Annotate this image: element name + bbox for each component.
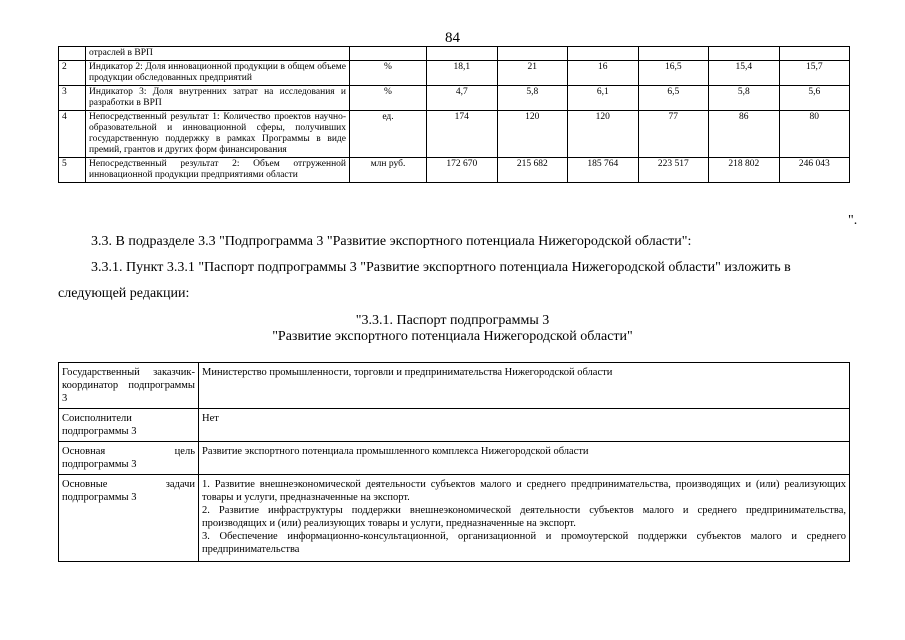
value-cell: 172 670 xyxy=(427,158,498,183)
paragraph-continuation: следующей редакции: xyxy=(58,286,190,301)
passport-key-cell: Основные задачи подпрограммы 3 xyxy=(59,475,199,562)
paragraph-item-3-3-1: 3.3.1. Пункт 3.3.1 "Паспорт подпрограммы 3 "Развитие экспортного потенциала Нижегородской области" изложить в xyxy=(91,260,791,275)
page-number: 84 xyxy=(445,30,460,46)
table-row xyxy=(59,363,850,409)
passport-key-cell: Соисполнители подпрограммы 3 xyxy=(59,409,199,442)
value-cell: 215 682 xyxy=(497,158,568,183)
value-cell: 120 xyxy=(568,111,639,158)
value-cell: 80 xyxy=(779,111,850,158)
unit-cell xyxy=(350,47,427,61)
value-cell: 5,8 xyxy=(497,86,568,111)
indicators-table xyxy=(58,46,850,183)
task-item: 3. Обеспечение информационно-консультационной, организационной и промоутерской поддержки субъектов малого и среднего предпринимательства xyxy=(202,531,846,555)
passport-tasks-cell xyxy=(199,475,850,562)
row-number-cell: 3 xyxy=(59,86,86,111)
indicators-table-body xyxy=(59,47,850,183)
value-cell: 86 xyxy=(709,111,780,158)
closing-quote: ". xyxy=(848,213,858,228)
task-item: 2. Развитие инфраструктуры поддержки внешнеэкономической деятельности субъектов малого и среднего предпринимательства, производящих и (или) реализующих товары и услуги, предназначенные на экспорт. xyxy=(202,505,846,529)
value-cell xyxy=(709,47,780,61)
value-cell: 185 764 xyxy=(568,158,639,183)
passport-value-cell: Министерство промышленности, торговли и предпринимательства Нижегородской области xyxy=(199,363,850,409)
value-cell: 120 xyxy=(497,111,568,158)
row-number-cell: 4 xyxy=(59,111,86,158)
passport-table-body xyxy=(59,363,850,562)
table-row xyxy=(59,111,850,158)
table-row xyxy=(59,86,850,111)
value-cell: 223 517 xyxy=(638,158,709,183)
passport-value-cell: Развитие экспортного потенциала промышленного комплекса Нижегородской области xyxy=(199,442,850,475)
row-number-cell xyxy=(59,47,86,61)
value-cell: 15,7 xyxy=(779,61,850,86)
unit-cell: млн руб. xyxy=(350,158,427,183)
value-cell: 6,5 xyxy=(638,86,709,111)
value-cell: 6,1 xyxy=(568,86,639,111)
value-cell: 174 xyxy=(427,111,498,158)
task-item: 1. Развитие внешнеэкономической деятельности субъектов малого и среднего предпринимательства, производящих и (или) реализующих товары и услуги, предназначенные на экспорт. xyxy=(202,479,846,503)
table-row xyxy=(59,61,850,86)
value-cell: 246 043 xyxy=(779,158,850,183)
value-cell: 16 xyxy=(568,61,639,86)
value-cell: 77 xyxy=(638,111,709,158)
value-cell: 16,5 xyxy=(638,61,709,86)
table-row xyxy=(59,442,850,475)
indicator-name-cell: Непосредственный результат 1: Количество проектов научно-образовательной и инновационной сферы, получивших государственную поддержку в рамках Программы в виде премий, грантов и других форм финансирования xyxy=(86,111,350,158)
paragraph-subsection-3-3: 3.3. В подразделе 3.3 "Подпрограмма 3 "Развитие экспортного потенциала Нижегородской области": xyxy=(91,234,692,249)
value-cell: 18,1 xyxy=(427,61,498,86)
value-cell xyxy=(779,47,850,61)
unit-cell: % xyxy=(350,86,427,111)
value-cell xyxy=(427,47,498,61)
value-cell xyxy=(497,47,568,61)
passport-value-cell: Нет xyxy=(199,409,850,442)
value-cell: 21 xyxy=(497,61,568,86)
table-row xyxy=(59,409,850,442)
passport-title-line1: "3.3.1. Паспорт подпрограммы 3 xyxy=(355,313,550,328)
indicator-name-cell: отраслей в ВРП xyxy=(86,47,350,61)
table-row xyxy=(59,158,850,183)
value-cell: 5,6 xyxy=(779,86,850,111)
indicator-name-cell: Непосредственный результат 2: Объем отгруженной инновационной продукции предприятиями области xyxy=(86,158,350,183)
table-row xyxy=(59,47,850,61)
passport-key-cell: Государственный заказчик-координатор подпрограммы 3 xyxy=(59,363,199,409)
unit-cell: ед. xyxy=(350,111,427,158)
value-cell: 4,7 xyxy=(427,86,498,111)
value-cell: 5,8 xyxy=(709,86,780,111)
tasks-list xyxy=(202,478,846,558)
row-number-cell: 2 xyxy=(59,61,86,86)
unit-cell: % xyxy=(350,61,427,86)
indicator-name-cell: Индикатор 3: Доля внутренних затрат на исследования и разработки в ВРП xyxy=(86,86,350,111)
indicator-name-cell: Индикатор 2: Доля инновационной продукции в общем объеме продукции обследованных предприятий xyxy=(86,61,350,86)
value-cell xyxy=(568,47,639,61)
value-cell xyxy=(638,47,709,61)
row-number-cell: 5 xyxy=(59,158,86,183)
value-cell: 218 802 xyxy=(709,158,780,183)
passport-table xyxy=(58,362,850,562)
table-row xyxy=(59,475,850,562)
value-cell: 15,4 xyxy=(709,61,780,86)
passport-key-cell: Основная цель подпрограммы 3 xyxy=(59,442,199,475)
passport-title-line2: "Развитие экспортного потенциала Нижегородской области" xyxy=(272,329,633,344)
